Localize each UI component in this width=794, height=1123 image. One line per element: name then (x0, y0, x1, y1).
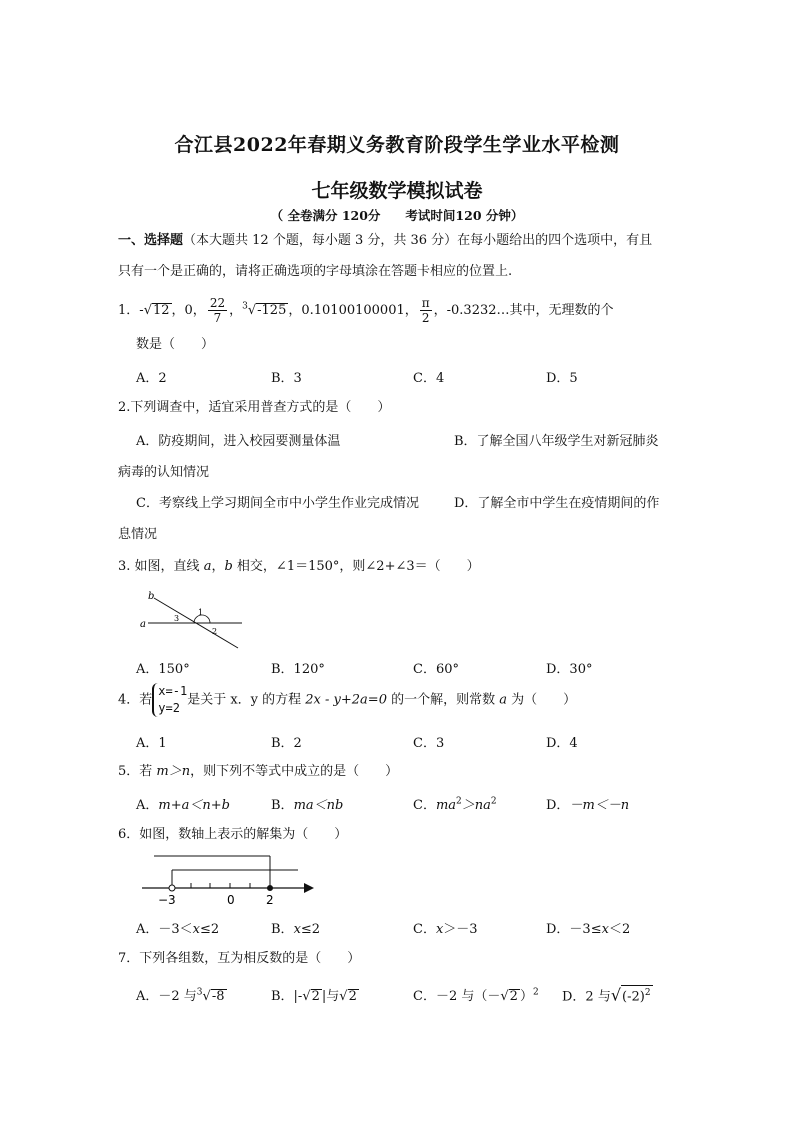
q4-number: 4． (118, 692, 140, 708)
q1-frac2-num: π (421, 296, 430, 310)
q2-option-c[interactable]: C．考察线上学习期间全市中小学生作业完成情况 (136, 496, 419, 511)
q4-var-a: a (499, 692, 507, 708)
fig-label-2: 2 (212, 627, 218, 636)
q7-d-sup: 2 (644, 988, 651, 998)
q5-number: 5． (118, 764, 140, 779)
q5-c-sup-1: 2 (456, 796, 462, 807)
section-heading: 一、选择题 (118, 233, 184, 248)
q2-option-b[interactable]: B．了解全国八年级学生对新冠肺炎 (454, 434, 659, 449)
q5-c-sup-2: 2 (490, 796, 497, 807)
q3-text-3: 相交，∠1＝150°，则∠2+∠3＝（ ） (232, 559, 480, 574)
q3-number: 3. (118, 559, 131, 574)
q4-eq1: x=-1 (158, 684, 188, 698)
q6-d-end: ＜2 (608, 922, 631, 937)
q4-text-1: 是关于 x．y 的方程 (187, 692, 306, 708)
section-intro-line2: 只有一个是正确的，请将正确选项的字母填涂在答题卡相应的位置上. (118, 264, 513, 279)
q3-option-a[interactable]: A．150° (136, 662, 190, 677)
q6-option-a[interactable] (136, 918, 219, 937)
q3-var-a: a (203, 559, 212, 574)
question-5-stem (118, 762, 398, 782)
label-2: 2 (266, 893, 274, 907)
exam-subtitle: 七年级数学模拟试卷 (311, 180, 483, 202)
q7-c-sup: 2 (532, 987, 539, 998)
q1-frac2-den: 2 (421, 311, 430, 325)
q7-d-radical-body (621, 985, 653, 1004)
q5-option-b[interactable] (271, 794, 343, 813)
q2-option-a[interactable]: A．防疫期间，进入校园要测量体温 (136, 434, 341, 449)
q6-a-end: ≤2 (200, 922, 220, 937)
q7-a-label: A．－2 与 (136, 989, 197, 1004)
section-intro (118, 231, 652, 251)
q7-d-radicand: (-2) (622, 989, 645, 1005)
q5-b-label: B． (271, 798, 294, 813)
q1-zero: ，0， (171, 303, 206, 318)
sqrt-icon: √ (339, 989, 348, 1004)
q3-option-b[interactable]: B．120° (271, 662, 325, 677)
q6-b-label: B． (271, 922, 294, 937)
q4-option-a[interactable]: A．1 (136, 736, 167, 751)
q1-number: 1． (118, 303, 140, 318)
question-1-line2: 数是（ ） (136, 337, 215, 352)
q7-b-radicand-2: 2 (348, 989, 357, 1004)
q7-c-radicand: 2 (509, 989, 518, 1004)
q5-condition: m＞n (156, 764, 191, 779)
q7-option-b[interactable] (271, 985, 359, 1004)
question-3-stem (118, 557, 480, 577)
q5-d-expr: －m＜－n (569, 798, 630, 813)
q7-b-mid: |与 (321, 989, 340, 1004)
q4-equation: 2x - y+2a=0 (305, 692, 387, 708)
q5-option-c[interactable] (413, 794, 497, 813)
sqrt-icon: √ (202, 989, 211, 1004)
q1-fraction-22-7 (208, 296, 227, 325)
q7-d-label: D．2 与 (562, 989, 611, 1005)
sqrt-icon: √ (610, 985, 622, 1005)
q7-b-radicand-1: 2 (311, 989, 320, 1004)
q7-b-label: B．|- (271, 989, 303, 1004)
q6-c-var: x (435, 922, 444, 937)
q6-d-label: D．－3≤ (546, 922, 602, 937)
q6-b-end: ≤2 (300, 922, 321, 937)
q5-c-expr-1: ma (435, 798, 457, 813)
question-4-stem (118, 683, 576, 717)
sqrt-icon: √ (500, 989, 509, 1004)
q4-pre: 若 (139, 692, 153, 708)
q1-option-c[interactable]: C．4 (413, 371, 445, 386)
q4-equation-system (152, 683, 187, 717)
q3-option-c[interactable]: C．60° (413, 662, 459, 677)
q7-a-radicand: -8 (211, 989, 225, 1004)
q4-text-2: 的一个解，则常数 (386, 692, 500, 708)
q1-frac1-num: 22 (209, 296, 226, 310)
q5-text-2: ，则下列不等式中成立的是（ ） (190, 764, 399, 779)
q6-number-line-figure (140, 852, 320, 907)
sqrt-icon: √ (143, 303, 152, 318)
q1-fraction-pi-2 (420, 296, 432, 325)
q4-option-b[interactable]: B．2 (271, 736, 302, 751)
fig-label-3: 3 (174, 614, 180, 623)
q3-text-2: ， (211, 559, 225, 574)
open-circle-icon (169, 885, 175, 891)
q6-b-var: x (293, 922, 301, 937)
q3-text-1: 如图，直线 (134, 559, 204, 574)
q3-var-b: b (224, 559, 233, 574)
filled-circle-icon (267, 885, 273, 891)
q7-a-index: 3 (196, 987, 203, 998)
q5-d-label: D． (546, 798, 570, 813)
q6-option-c[interactable] (413, 918, 478, 937)
axis-arrow-icon (304, 883, 314, 893)
q1-radicand-125: -125 (257, 303, 287, 318)
q6-a-var: x (192, 922, 201, 937)
q4-option-d[interactable]: D．4 (546, 736, 578, 751)
q6-option-d[interactable] (546, 918, 630, 937)
q5-b-expr: ma＜nb (293, 798, 344, 813)
q5-c-label: C． (413, 798, 436, 813)
q1-frac1-den: 7 (213, 311, 222, 325)
q3-intersecting-lines-figure (140, 590, 250, 650)
q6-option-b[interactable] (271, 918, 320, 937)
q1-cube-index: 3 (242, 301, 248, 312)
q1-minus: - (139, 303, 144, 318)
q5-a-expr: m+a＜n+b (158, 798, 230, 813)
q1-option-a[interactable]: A．2 (136, 371, 167, 386)
q7-c-label: C．－2 与（－ (413, 989, 501, 1004)
q6-c-label: C． (413, 922, 436, 937)
q2-option-b-line2: 病毒的认知情况 (118, 465, 210, 480)
exam-info: （ 全卷满分 120分 考试时间120 分钟） (270, 208, 524, 223)
q5-text-1: 若 (139, 764, 157, 779)
q7-option-a[interactable] (136, 985, 227, 1004)
label-0: 0 (227, 893, 235, 907)
question-1-stem: 1．-√12 ，0， $\frac{22}{7}$ ，$^3$√-125 ，0.10100100001， $\frac{\pi}{2}$ ，-0.3232…其中，无理数的个 (118, 296, 614, 325)
fig-label-1: 1 (198, 608, 204, 617)
q7-option-d[interactable] (562, 985, 653, 1004)
q2-option-d-line2: 息情况 (118, 527, 158, 542)
q5-option-d[interactable] (546, 794, 629, 813)
q5-a-label: A． (136, 798, 159, 813)
q6-d-var: x (601, 922, 609, 937)
q1-option-d[interactable]: D．5 (546, 371, 578, 386)
q4-text-3: 为（ ） (507, 692, 577, 708)
question-6-stem: 6．如图，数轴上表示的解集为（ ） (118, 827, 348, 842)
q1-radicand-12: 12 (152, 303, 170, 318)
question-7-stem: 7．下列各组数，互为相反数的是（ ） (118, 951, 361, 966)
q5-c-expr-2: ＞na (461, 798, 491, 813)
q1-option-b[interactable]: B．3 (271, 371, 302, 386)
sqrt-icon: √ (302, 989, 311, 1004)
q7-c-close: ） (519, 989, 533, 1004)
q4-option-c[interactable]: C．3 (413, 736, 445, 751)
section-intro-text: （本大题共 12 个题，每小题 3 分，共 36 分）在每小题给出的四个选项中，有且 (183, 233, 653, 248)
q2-option-d[interactable]: D．了解全市中学生在疫情期间的作 (454, 496, 660, 511)
q7-option-c[interactable] (413, 985, 539, 1004)
fig-label-a: a (140, 619, 146, 630)
q4-eq2: y=2 (158, 701, 180, 715)
q1-mid: ，0.10100100001， (288, 303, 418, 318)
question-2-stem: 2.下列调查中，适宜采用普查方式的是（ ） (118, 400, 391, 415)
q6-a-label: A．－3＜ (136, 922, 193, 937)
exam-title: 合江县2022年春期义务教育阶段学生学业水平检测 (174, 134, 620, 156)
sqrt-icon: √ (247, 303, 257, 318)
q1-tail: ，-0.3232…其中，无理数的个 (433, 303, 614, 318)
q6-c-end: ＞－3 (443, 922, 478, 937)
q5-option-a[interactable] (136, 794, 230, 813)
fig-label-b: b (148, 591, 155, 602)
label-minus-3: −3 (158, 893, 176, 907)
q3-option-d[interactable]: D．30° (546, 662, 593, 677)
